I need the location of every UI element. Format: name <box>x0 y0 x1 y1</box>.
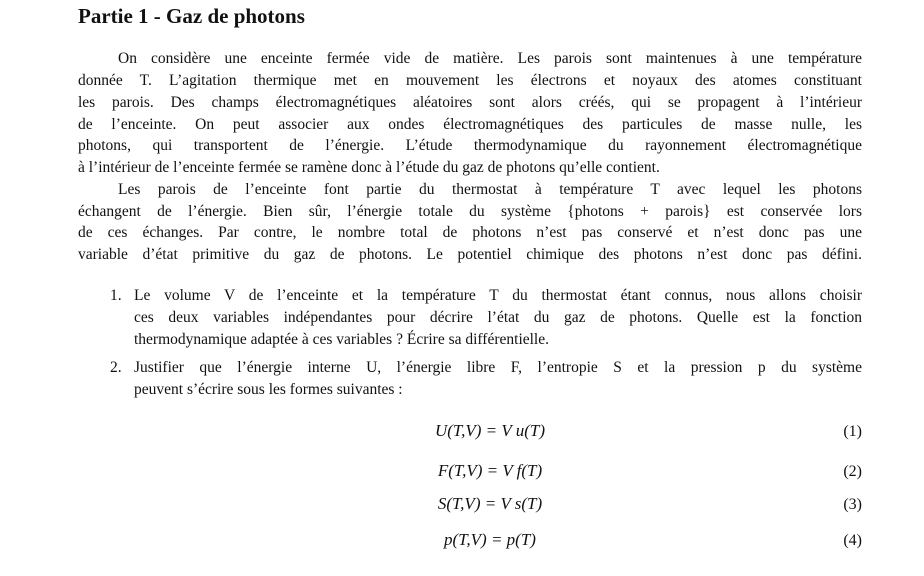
text-line: Le volume V de l’enceinte et la température T du thermostat étant connus, nous allons choisir <box>134 287 862 304</box>
text-line: ces deux variables indépendantes pour décrire l’état du gaz de photons. Quelle est la fonction <box>134 309 862 326</box>
text-line: On considère une enceinte fermée vide de matière. Les parois sont maintenues à une température <box>118 50 862 67</box>
text-line: de l’enceinte. On peut associer aux ondes électromagnétiques des particules de masse nulle, les <box>78 116 862 133</box>
section-title: Partie 1 - Gaz de photons <box>78 4 305 28</box>
equation-number: (2) <box>843 463 862 480</box>
text-line: à l’intérieur de l’enceinte fermée se ramène donc à l’étude du gaz de photons qu’elle contient. <box>78 159 660 176</box>
equation-number: (1) <box>843 423 862 440</box>
text-line: thermodynamique adaptée à ces variables ? Écrire sa différentielle. <box>134 331 549 348</box>
text-line: variable d’état primitive du gaz de photons. Le potentiel chimique des photons n’est donc pas défini. <box>78 246 862 263</box>
text-line: Justifier que l’énergie interne U, l’énergie libre F, l’entropie S et la pression p du système <box>134 359 862 376</box>
question-number: 1. <box>110 287 122 304</box>
text-line: Les parois de l’enceinte font partie du thermostat à température T avec lequel les photons <box>118 181 862 198</box>
text-line: photons, qui transportent de l’énergie. L’étude thermodynamique du rayonnement électromagnétique <box>78 137 862 154</box>
question-number: 2. <box>110 359 122 376</box>
text-line: les parois. Des champs électromagnétiques aléatoires sont alors créés, qui se propagent à l’intérieur <box>78 94 862 111</box>
text-line: peuvent s’écrire sous les formes suivantes : <box>134 381 403 398</box>
text-line: de ces échanges. Par contre, le nombre total de photons n’est pas conservé et n’est donc pas une <box>78 224 862 241</box>
equation: S(T,V) = V s(T) <box>437 494 543 513</box>
text-line: échangent de l’énergie. Bien sûr, l’énergie totale du système {photons + parois} est conservée lors <box>78 203 862 220</box>
equation: F(T,V) = V f(T) <box>437 461 543 480</box>
equation: p(T,V) = p(T) <box>444 530 536 549</box>
text-line: donnée T. L’agitation thermique met en mouvement les électrons et noyaux des atomes constituant <box>78 72 862 89</box>
equation-number: (4) <box>843 532 862 549</box>
equation-number: (3) <box>843 496 862 513</box>
equation: U(T,V) = V u(T) <box>434 421 545 440</box>
